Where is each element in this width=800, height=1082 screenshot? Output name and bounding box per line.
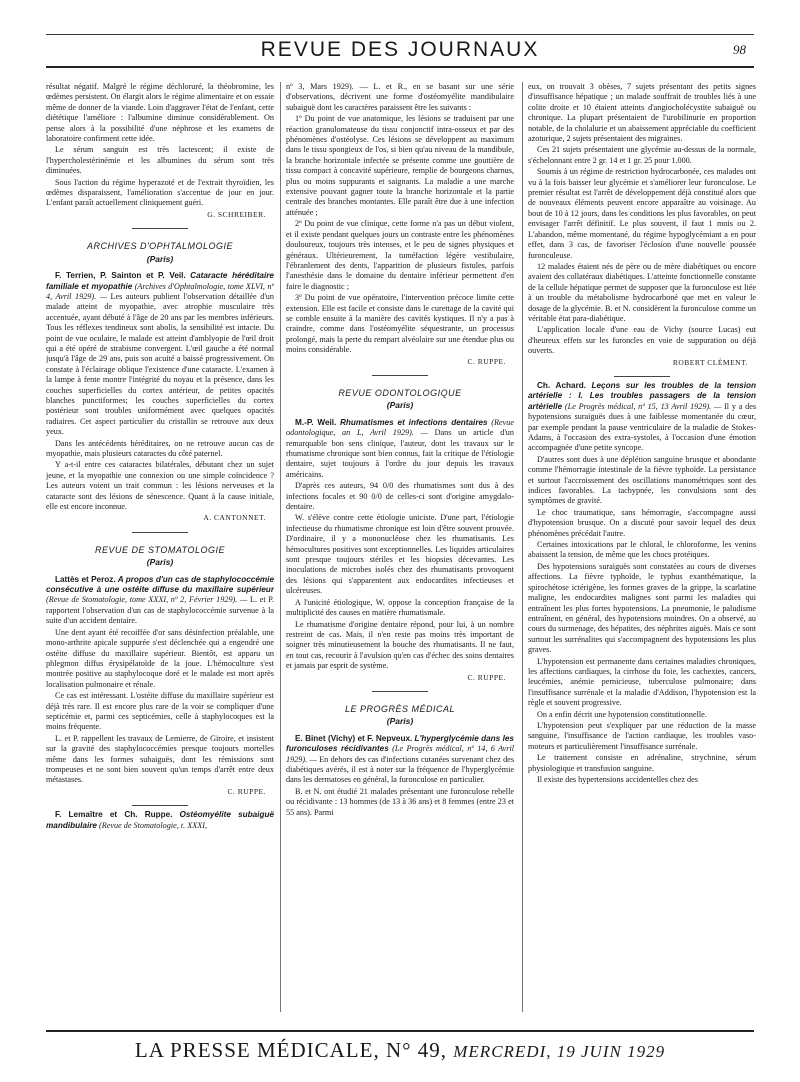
header-rule-top bbox=[46, 34, 754, 35]
article-title: Ostéomyélite subaiguë mandibulaire bbox=[46, 810, 274, 830]
text-columns bbox=[46, 82, 758, 1024]
paragraph: Le choc traumatique, sans hémorragie, s'accompagne aussi d'hypotension brusque. On a discuté pour savoir lequel des deux phénomènes précédait l'autre. bbox=[528, 507, 756, 538]
section-title: LE PROGRÈS MÉDICAL bbox=[344, 703, 456, 714]
author-signature: G. SCHREIBER. bbox=[207, 209, 266, 219]
paragraph: Il existe des hypertensions accidentelles chez des bbox=[537, 775, 698, 784]
article-title: L'hyperglycémie dans les furonculoses récidivantes bbox=[286, 733, 514, 754]
paragraph: Sous l'action du régime hyperazoté et de l'extrait thyroïdien, les œdèmes disparaissent, l'amélioration s'accentue de jour en jour. L'enfant paraît actuellement cliniquement guéri. bbox=[46, 177, 274, 208]
article-title: Rhumatismes et infections dentaires bbox=[339, 417, 488, 427]
article-authors: Ch. Achard. bbox=[537, 380, 587, 390]
page-header bbox=[46, 30, 754, 70]
paragraph: W. s'élève contre cette étiologie uniciste. D'une part, l'étiologie infectieuse du rhumatisme chronique est loin d'être souvent prouvée. D'ordinaire, il y a mononucléose chez les rhumatisants. Les hémocultures positives sont exceptionnelles. Les liquides articulaires sont presque toujours stériles et les biopsies décevantes. Les inoculations de microbes isolés chez des rhumatisants provoquent des lésions qui s'apparentent aux endocardites infectieuses et ulcéreuses. bbox=[286, 513, 514, 596]
paragraph: 12 malades étaient nés de père ou de mère diabétiques ou encore avaient des collatéraux diabétiques. L'atteinte fonctionnelle constante de la cellule hépatique permet de supposer que la furonculose est liée à un trouble du métabolisme hydrocarboné que met en valeur le dosage de la glycémie. B. et N. considèrent la furonculose comme un véritable état para-diabétique. bbox=[528, 261, 756, 323]
article-reference: (Le Progrès médical, nº 14, 6 Avril 1929). — bbox=[286, 744, 514, 764]
section-rule bbox=[372, 375, 428, 376]
author-signature: ROBERT CLÉMENT. bbox=[672, 357, 748, 367]
article-title: Cataracte héréditaire familiale et myopathie bbox=[46, 271, 274, 291]
section-title: REVUE DE STOMATOLOGIE bbox=[94, 544, 226, 555]
section-city: (Paris) bbox=[146, 253, 174, 264]
section-city: (Paris) bbox=[386, 400, 414, 411]
article-authors: Lattès et Peroz. bbox=[55, 574, 116, 584]
paragraph: Le sérum sanguin est très lactescent; il existe de l'hypercholestérinémie et les albumines du sérum sont très diminuées. bbox=[46, 145, 274, 176]
paragraph: Certaines intoxications par le chloral, le chloroforme, les venins abaissent la tension, de même que les chocs protéiques. bbox=[528, 540, 756, 560]
paragraph: 3º Du point de vue opératoire, l'intervention précoce limite cette extension. Elle est facile et consiste dans le curettage de la cavité qui se comble ensuite à la manière des cavités kystiques. Il n'y a pas à craindre, comme dans l'ostéomyélite séquestrante, un processus prolongé, mais la perte du rempart alvéolaire sur une étendue plus ou moins considérable. bbox=[286, 293, 514, 355]
paragraph: Ce cas est intéressant. L'ostéite diffuse du maxillaire supérieur est déjà très rare. Il est encore plus rare de la voir se compliquer d'une septicémie et, parmi ces septicémies, celle à staphylocoques est la moins fréquente. bbox=[46, 691, 274, 732]
paragraph: L. et P. rappellent les travaux de Lemierre, de Giroire, et insistent sur la gravité des staphylococcémies presque toujours mortelles même dans les formes subaiguës, dont les rémissions sont trompeuses et ne sont bien souvent qu'un temps d'arrêt entre deux métastases. bbox=[46, 733, 274, 785]
paragraph: 2º Du point de vue clinique, cette forme n'a pas un début violent, et il existe pendant quelques jours un contraste entre les phénomènes douloureux, toujours très intenses, et le peu de signes physiques et généraux. Ultérieurement, la tuméfaction légère vestibulaire, l'ébranlement des dents, l'apparition de plusieurs fistules, parfois l'anesthésie dans le domaine du dentaire inférieur permettent d'en faire le diagnostic ; bbox=[286, 219, 514, 291]
paragraph: On a enfin décrit une hypotension constitutionnelle. bbox=[537, 709, 707, 719]
running-title: REVUE DES JOURNAUX bbox=[260, 38, 540, 61]
section-rule bbox=[132, 805, 188, 806]
article-paragraph bbox=[46, 271, 274, 438]
article-text: L. et P. rapportent l'observation d'un cas de staphylococcémie survenue à la suite d'un accident dentaire. bbox=[46, 595, 274, 626]
paragraph: D'après ces auteurs, 94 0/0 des rhumatismes sont dus à des infections focales et 90 0/0 de celles-ci sont d'origine amygdalo-dentaire. bbox=[286, 481, 514, 512]
section-rule bbox=[372, 691, 428, 692]
paragraph: A l'unicité étiologique, W. oppose la conception française de la multiplicité des causes en matière rhumatismale. bbox=[286, 597, 514, 618]
article-authors: E. Binet (Vichy) et F. Nepveux. bbox=[295, 733, 413, 743]
paragraph: nº 3, Mars 1929). — L. et R., en se basant sur une série d'observations, décrivent une forme d'ostéomyélite mandibulaire subaiguë dont les caractères paraissent être les suivants : bbox=[286, 82, 514, 112]
paragraph: L'application locale d'une eau de Vichy (source Lucas) eut d'heureux effets sur les furoncles en voie de suppuration ou déjà ouverts. bbox=[528, 325, 756, 356]
column-divider bbox=[280, 82, 281, 1012]
section-title: ARCHIVES D'OPHTALMOLOGIE bbox=[86, 241, 234, 252]
article-title: A propos d'un cas de staphylococcémie consécutive à une ostéite diffuse du maxillaire supérieur bbox=[46, 574, 274, 595]
article-paragraph bbox=[46, 810, 274, 831]
article-title: Leçons sur les troubles de la tension artérielle : I. Les troubles passagers de la tension artérielle bbox=[528, 380, 756, 411]
column-3 bbox=[528, 82, 756, 1024]
paragraph: D'autres sont dues à une déplétion sanguine brusque et abondante comme l'hémorragie intestinale de la fièvre typhoïde. La persistance et surtout l'accroissement des oscillations manométriques sont des indices favorables. La tachypnée, les convulsions sont des symptômes de gravité. bbox=[528, 454, 756, 506]
column-1 bbox=[46, 82, 274, 1024]
article-text: Dans un article d'un remarquable bon sens clinique, l'auteur, dont les travaux sur le rhumatisme chronique sont bien connus, fait la critique de l'étiologie dentaire, sujet toujours à l'ordre du jour depuis les travaux américains. bbox=[286, 428, 514, 479]
article-text: Il y a des hypotensions suraiguës dues à une faiblesse momentanée du cœur, par exemple pendant la pause ventriculaire de la maladie de Stokes-Adams, à l'occasion des extra-systoles, à l'occasion d'une émotion accompagnée d'une petite syncope. bbox=[528, 401, 756, 453]
journal-name: LA PRESSE MÉDICALE, N° 49, bbox=[134, 1038, 448, 1062]
article-paragraph bbox=[528, 381, 756, 454]
article-reference: (Revue de Stomatologie, tome XXXI, nº 2, Février 1929). — bbox=[46, 595, 248, 605]
article-paragraph bbox=[286, 734, 514, 786]
paragraph: Une dent ayant été recoiffée d'or sans désinfection préalable, une mono-arthrite apicale suppurée s'est déclenchée qui a engendré une ostéite diffuse du maxillaire supérieur. Bientôt, est apparu un phlegmon diffus érysipélatoïde de la joue. L'hémoculture s'est montrée positive au staphylocoque doré et le malade est mort après localisation pulmonaire et rénale. bbox=[46, 627, 274, 689]
article-authors: M.-P. Weil. bbox=[295, 417, 337, 427]
footer-rule bbox=[46, 1030, 754, 1032]
footer-line bbox=[46, 1038, 754, 1063]
section-city: (Paris) bbox=[386, 716, 414, 727]
paragraph: Soumis à un régime de restriction hydrocarbonée, ces malades ont vu à la fois baisser leur glycémie et s'améliorer leur furonculose. Le premier résultat est l'arrêt de développement déjà constitué alors que de nouveaux éléments peuvent encore apparaître au voisinage. Au bout de 10 à 12 jours, dans les conditions les plus favorables, on peut envisager l'arrêt définitif. Le plus souvent, il faut 1 mois ou 2. L'abandon, même momentané, du régime hypoglycémiant a en pour effet, dans 3 cas, de favoriser l'éclosion d'une nouvelle poussée furonculeuse. bbox=[528, 167, 756, 260]
author-signature: A. CANTONNET. bbox=[203, 513, 266, 523]
issue-date: MERCREDI, 19 JUIN 1929 bbox=[453, 1042, 666, 1061]
author-signature: C. RUPPE. bbox=[467, 356, 506, 366]
author-signature: C. RUPPE. bbox=[227, 786, 266, 796]
paragraph: L'hypotension est permanente dans certaines maladies chroniques, les affections cardiaques, la cirrhose du foie, les cachexies, cancers, leucémies, anémie pernicieuse, tuberculose pulmonaire; dans l'insuffisance surrénale et la maladie d'Addison, l'hypotension est la règle et souvent progressive. bbox=[528, 656, 756, 708]
paragraph: Ces 21 sujets présentaient une glycémie au-dessus de la normale, s'échelonnant entre 2 gr. 14 et 1 gr. 25 pour 1.000. bbox=[528, 145, 756, 165]
paragraph: B. et N. ont étudié 21 malades présentant une furonculose rebelle ou récidivante : 13 hommes (de 13 à 36 ans) et 8 femmes (entre 23 et 55 ans). Parmi bbox=[286, 786, 514, 817]
article-text: En dehors des cas d'infections cutanées survenant chez des diabétiques avérés, il est à noter sur la fréquence de l'hyperglycémie dans les dermatoses en général, la furonculose en particulier. bbox=[286, 754, 514, 785]
section-city: (Paris) bbox=[146, 557, 174, 568]
paragraph: résultat négatif. Malgré le régime déchloruré, la théobromine, les œdèmes persistent. On élargit alors le régime alimentaire et on essaie même de donner de la viande. Loin d'aggraver l'état de l'enfant, cette diététique l'améliore : l'albumine diminue considérablement. On pense alors à la possibilité d'une néphrose et les examens de laboratoire confirment cette idée. bbox=[46, 82, 274, 144]
article-reference: (Revue de Stomatologie, t. XXXI, bbox=[99, 820, 208, 830]
section-title: REVUE ODONTOLOGIQUE bbox=[338, 387, 462, 398]
article-paragraph bbox=[46, 575, 274, 627]
section-rule bbox=[132, 228, 188, 229]
article-reference: (Archives d'Ophtalmologie, tome XLVI, nº 4, Avril 1929). — bbox=[46, 281, 274, 301]
page-footer bbox=[46, 1030, 754, 1066]
header-rule-bottom bbox=[46, 66, 754, 68]
paragraph: Des hypotensions suraiguës sont constatées au cours de diverses affections. La fièvre typhoïde, le typhus exanthématique, la spirochétose ictérigène, les formes graves de la grippe, la scarlatine maligne, les endocardites malignes sont parmi les maladies qui entraînent les plus fortes hypotensions. La pneumonie, le paludisme entraînent, en général, des hypotensions moindres. On a observé, au cours du surmenage, des hépatites, des néphrites aiguës. Mais ce sont surtout les surrénalites qui s'accompagnent des hypotensions les plus graves. bbox=[528, 561, 756, 655]
paragraph: L'hypotension peut s'expliquer par une réduction de la masse sanguine, l'insuffisance de l'action cardiaque, les troubles vaso-moteurs et particulièrement l'insuffisance surrénale. bbox=[528, 720, 756, 751]
column-divider bbox=[522, 82, 523, 1012]
section-rule bbox=[132, 532, 188, 533]
article-authors: F. Terrien, P. Sainton et P. Veil. bbox=[55, 271, 186, 281]
article-reference: (Le Progrès médical, nº 15, 13 Avril 1929). — bbox=[564, 401, 722, 411]
paragraph: Y a-t-il entre ces cataractes bilatérales, débutant chez un sujet jeune, et la myopathie une connexion ou une simple coïncidence ? Les auteurs voient un trait commun : les lésions nerveuses et la cataracte sont des lésions de sénescence. Quant à la cause initiale, elle est encore inconnue. bbox=[46, 460, 274, 512]
article-reference: (Revue odontologique, an L, Avril 1929). — bbox=[286, 417, 514, 438]
column-2 bbox=[286, 82, 514, 1024]
author-signature: C. RUPPE. bbox=[467, 672, 506, 682]
paragraph: Le traitement consiste en adrénaline, strychnine, sérum physiologique et transfusion sanguine. bbox=[528, 753, 756, 773]
paragraph: Le rhumatisme d'origine dentaire répond, pour lui, à un nombre restreint de cas. Mais, il n'en reste pas moins très important de soigner très minutieusement la bouche des rhumatisants. Il ne faut, en tout cas, recourir à l'avulsion qu'en cas d'échec des soins dentaires et jamais par esprit de système. bbox=[286, 619, 514, 671]
section-rule bbox=[614, 376, 670, 377]
article-paragraph bbox=[286, 418, 514, 480]
paragraph: eux, on trouvait 3 obèses, 7 sujets présentant des petits signes d'insuffisance hépatique ; un malade souffrait de troubles liés à une colite droite et 10 étaient atteints d'angiocholécystite subaiguë ou chronique. La plupart présentaient de l'urobilinurie en proportion notable, de la cholalurie et un abaissement appréciable du coefficient azoturique, 2 sujets présentaient des migraines. bbox=[528, 82, 756, 144]
article-authors: F. Lemaître et Ch. Ruppe. bbox=[55, 810, 173, 820]
paragraph: 1º Du point de vue anatomique, les lésions se traduisent par une réaction granulomateuse du tissu conjonctif intra-osseux et par des phénomènes d'ostéolyse. Ces lésions se développent au maximum dans le tissu spongieux de l'os, si bien qu'au niveau de la mandibule, la branche horizontale infectée se présente comme une gouttière de tissu compact à concavité supérieure, remplie de bourgeons charnus, plus ou moins suppurants et saignants. La maladie a une marche extensive pouvant gagner toute la branche horizontale et la partie centrale des branches montantes. Elle paraît être due à une infection atténuée ; bbox=[286, 114, 514, 217]
page-number: 98 bbox=[733, 42, 746, 57]
article-text: Les auteurs publient l'observation détaillée d'un malade atteint de myopathie, avec atrophie musculaire très accentuée, ayant débuté à l'âge de 20 ans par les membres inférieurs. Tous les réflexes tendineux sont abolis, la sensibilité est intacte. Du point de vue oculaire, le malade est atteint d'amblyopie de l'œil droit qui a été opéré de strabisme convergent. L'œil gauche a été normal jusqu'à l'âge de 29 ans, puis son acuité a baissé progressivement. On constate à l'éclairage oblique l'existence d'une cataracte. L'examen à la lampe à fente montre l'intégrité du noyau et la présence, dans les couches superficielles du cortex antérieur, de petites opacités blanches punctiformes; les couches superficielles du cortex postérieur sont troubles uniformément avec quelques opacités radiaires. Cet aspect particulier du cristallin se retrouve aux deux yeux. bbox=[46, 291, 274, 437]
paragraph: Dans les antécédents héréditaires, on ne retrouve aucun cas de myopathie, mais plusieurs cataractes du côté paternel. bbox=[46, 438, 274, 458]
